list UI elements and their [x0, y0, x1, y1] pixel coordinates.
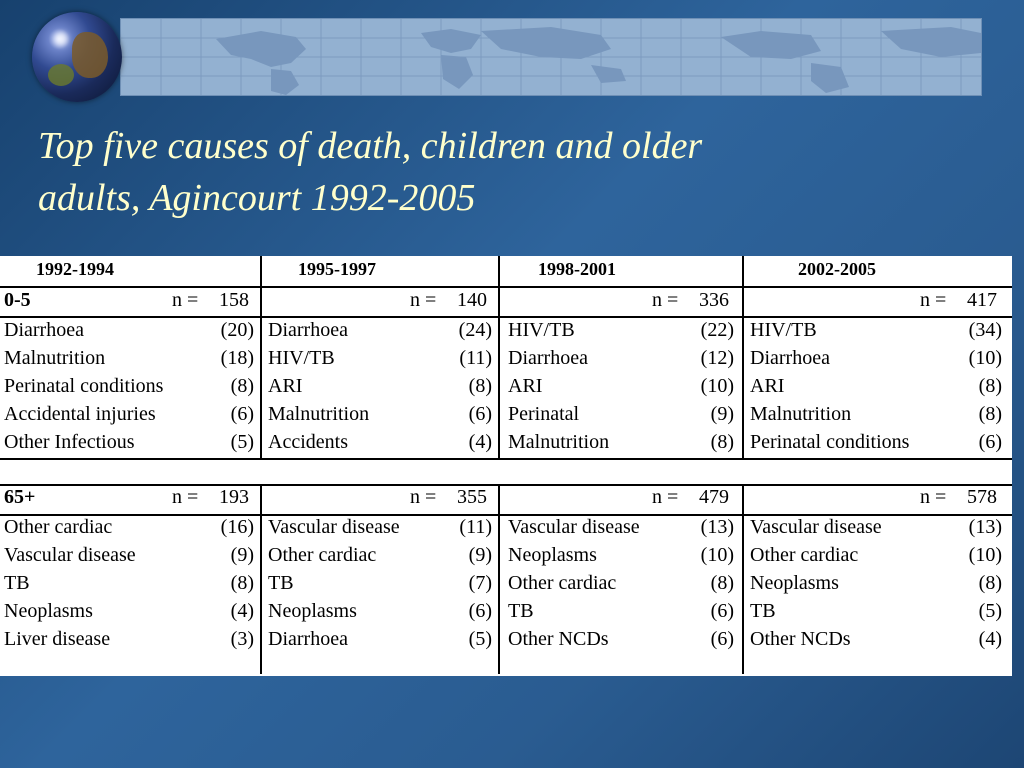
cause-count: (12) — [700, 347, 734, 369]
cause-count: (8) — [978, 572, 1002, 594]
cause-name: TB — [4, 572, 30, 594]
n-label: n = — [920, 486, 947, 508]
cause-count: (6) — [710, 628, 734, 650]
n-label: n = — [920, 289, 947, 311]
cause-name: HIV/TB — [268, 347, 335, 369]
table-rule — [260, 256, 262, 458]
table-rule — [0, 514, 1012, 516]
age-group-label: 65+ — [4, 486, 36, 508]
causes-of-death-table — [0, 256, 1012, 676]
cause-count: (10) — [968, 347, 1002, 369]
cause-count: (24) — [458, 319, 492, 341]
table-rule — [498, 256, 500, 458]
cause-name: ARI — [268, 375, 303, 397]
table-rule — [0, 458, 1012, 460]
cause-count: (6) — [468, 600, 492, 622]
age-group-label: 0-5 — [4, 289, 31, 311]
cause-name: Diarrhoea — [268, 628, 348, 650]
cause-count: (9) — [710, 403, 734, 425]
cause-count: (8) — [710, 572, 734, 594]
cause-name: TB — [268, 572, 294, 594]
cause-name: Neoplasms — [268, 600, 357, 622]
period-header: 1995-1997 — [298, 259, 376, 279]
n-label: n = — [410, 486, 437, 508]
cause-name: ARI — [750, 375, 785, 397]
cause-name: Perinatal conditions — [4, 375, 164, 397]
cause-name: Malnutrition — [508, 431, 610, 453]
cause-count: (9) — [230, 544, 254, 566]
cause-name: Accidents — [268, 431, 348, 453]
cause-name: Other cardiac — [4, 516, 113, 538]
cause-name: Malnutrition — [750, 403, 852, 425]
cause-name: Other cardiac — [508, 572, 617, 594]
table-rule — [742, 484, 744, 674]
table-rule — [0, 484, 1012, 486]
cause-name: Malnutrition — [268, 403, 370, 425]
period-header: 1992-1994 — [36, 259, 114, 279]
cause-count: (4) — [978, 628, 1002, 650]
n-value: 479 — [699, 486, 729, 508]
cause-count: (6) — [978, 431, 1002, 453]
cause-name: Diarrhoea — [268, 319, 348, 341]
cause-name: Other Infectious — [4, 431, 135, 453]
cause-count: (18) — [220, 347, 254, 369]
n-value: 578 — [967, 486, 997, 508]
cause-name: Vascular disease — [268, 516, 400, 538]
cause-name: ARI — [508, 375, 543, 397]
n-label: n = — [410, 289, 437, 311]
cause-name: TB — [508, 600, 534, 622]
cause-count: (9) — [468, 544, 492, 566]
cause-count: (16) — [220, 516, 254, 538]
n-value: 355 — [457, 486, 487, 508]
cause-name: TB — [750, 600, 776, 622]
n-value: 193 — [219, 486, 249, 508]
cause-count: (8) — [978, 375, 1002, 397]
cause-name: Neoplasms — [750, 572, 839, 594]
cause-count: (13) — [968, 516, 1002, 538]
n-value: 140 — [457, 289, 487, 311]
cause-count: (13) — [700, 516, 734, 538]
title-line-1: Top five causes of death, children and older — [38, 125, 703, 167]
n-label: n = — [652, 289, 679, 311]
table-rule — [0, 316, 1012, 318]
table-rule — [0, 286, 1012, 288]
cause-count: (34) — [968, 319, 1002, 341]
cause-name: Other cardiac — [268, 544, 377, 566]
cause-name: Diarrhoea — [508, 347, 588, 369]
cause-count: (8) — [230, 572, 254, 594]
cause-count: (8) — [710, 431, 734, 453]
cause-count: (8) — [230, 375, 254, 397]
cause-name: Vascular disease — [4, 544, 136, 566]
cause-count: (10) — [700, 544, 734, 566]
cause-count: (10) — [700, 375, 734, 397]
cause-count: (11) — [459, 347, 492, 369]
cause-name: Neoplasms — [508, 544, 597, 566]
table-rule — [260, 484, 262, 674]
cause-name: Malnutrition — [4, 347, 106, 369]
period-header: 2002-2005 — [798, 259, 876, 279]
cause-count: (8) — [468, 375, 492, 397]
cause-name: Diarrhoea — [4, 319, 84, 341]
cause-name: Vascular disease — [508, 516, 640, 538]
cause-count: (7) — [468, 572, 492, 594]
cause-name: Vascular disease — [750, 516, 882, 538]
cause-name: HIV/TB — [750, 319, 817, 341]
world-map-graphic — [121, 19, 981, 95]
cause-name: Other NCDs — [750, 628, 851, 650]
cause-count: (6) — [710, 600, 734, 622]
cause-count: (6) — [468, 403, 492, 425]
cause-name: Other cardiac — [750, 544, 859, 566]
title-line-2: adults, Agincourt 1992-2005 — [38, 177, 476, 219]
cause-count: (4) — [468, 431, 492, 453]
n-label: n = — [172, 486, 199, 508]
slide-title — [38, 120, 938, 224]
cause-count: (5) — [978, 600, 1002, 622]
cause-count: (8) — [978, 403, 1002, 425]
cause-count: (5) — [230, 431, 254, 453]
period-header: 1998-2001 — [538, 259, 616, 279]
cause-count: (6) — [230, 403, 254, 425]
n-label: n = — [172, 289, 199, 311]
table-rule — [498, 484, 500, 674]
table-rule — [742, 256, 744, 458]
cause-name: Diarrhoea — [750, 347, 830, 369]
cause-name: Neoplasms — [4, 600, 93, 622]
cause-count: (20) — [220, 319, 254, 341]
cause-name: HIV/TB — [508, 319, 575, 341]
cause-name: Accidental injuries — [4, 403, 156, 425]
cause-name: Other NCDs — [508, 628, 609, 650]
cause-count: (22) — [700, 319, 734, 341]
n-value: 336 — [699, 289, 729, 311]
n-label: n = — [652, 486, 679, 508]
cause-count: (4) — [230, 600, 254, 622]
cause-name: Liver disease — [4, 628, 111, 650]
cause-count: (10) — [968, 544, 1002, 566]
cause-count: (3) — [230, 628, 254, 650]
cause-count: (11) — [459, 516, 492, 538]
world-map-banner — [120, 18, 982, 96]
cause-name: Perinatal — [508, 403, 580, 425]
n-value: 158 — [219, 289, 249, 311]
cause-name: Perinatal conditions — [750, 431, 910, 453]
globe-logo — [32, 12, 122, 102]
n-value: 417 — [967, 289, 997, 311]
cause-count: (5) — [468, 628, 492, 650]
